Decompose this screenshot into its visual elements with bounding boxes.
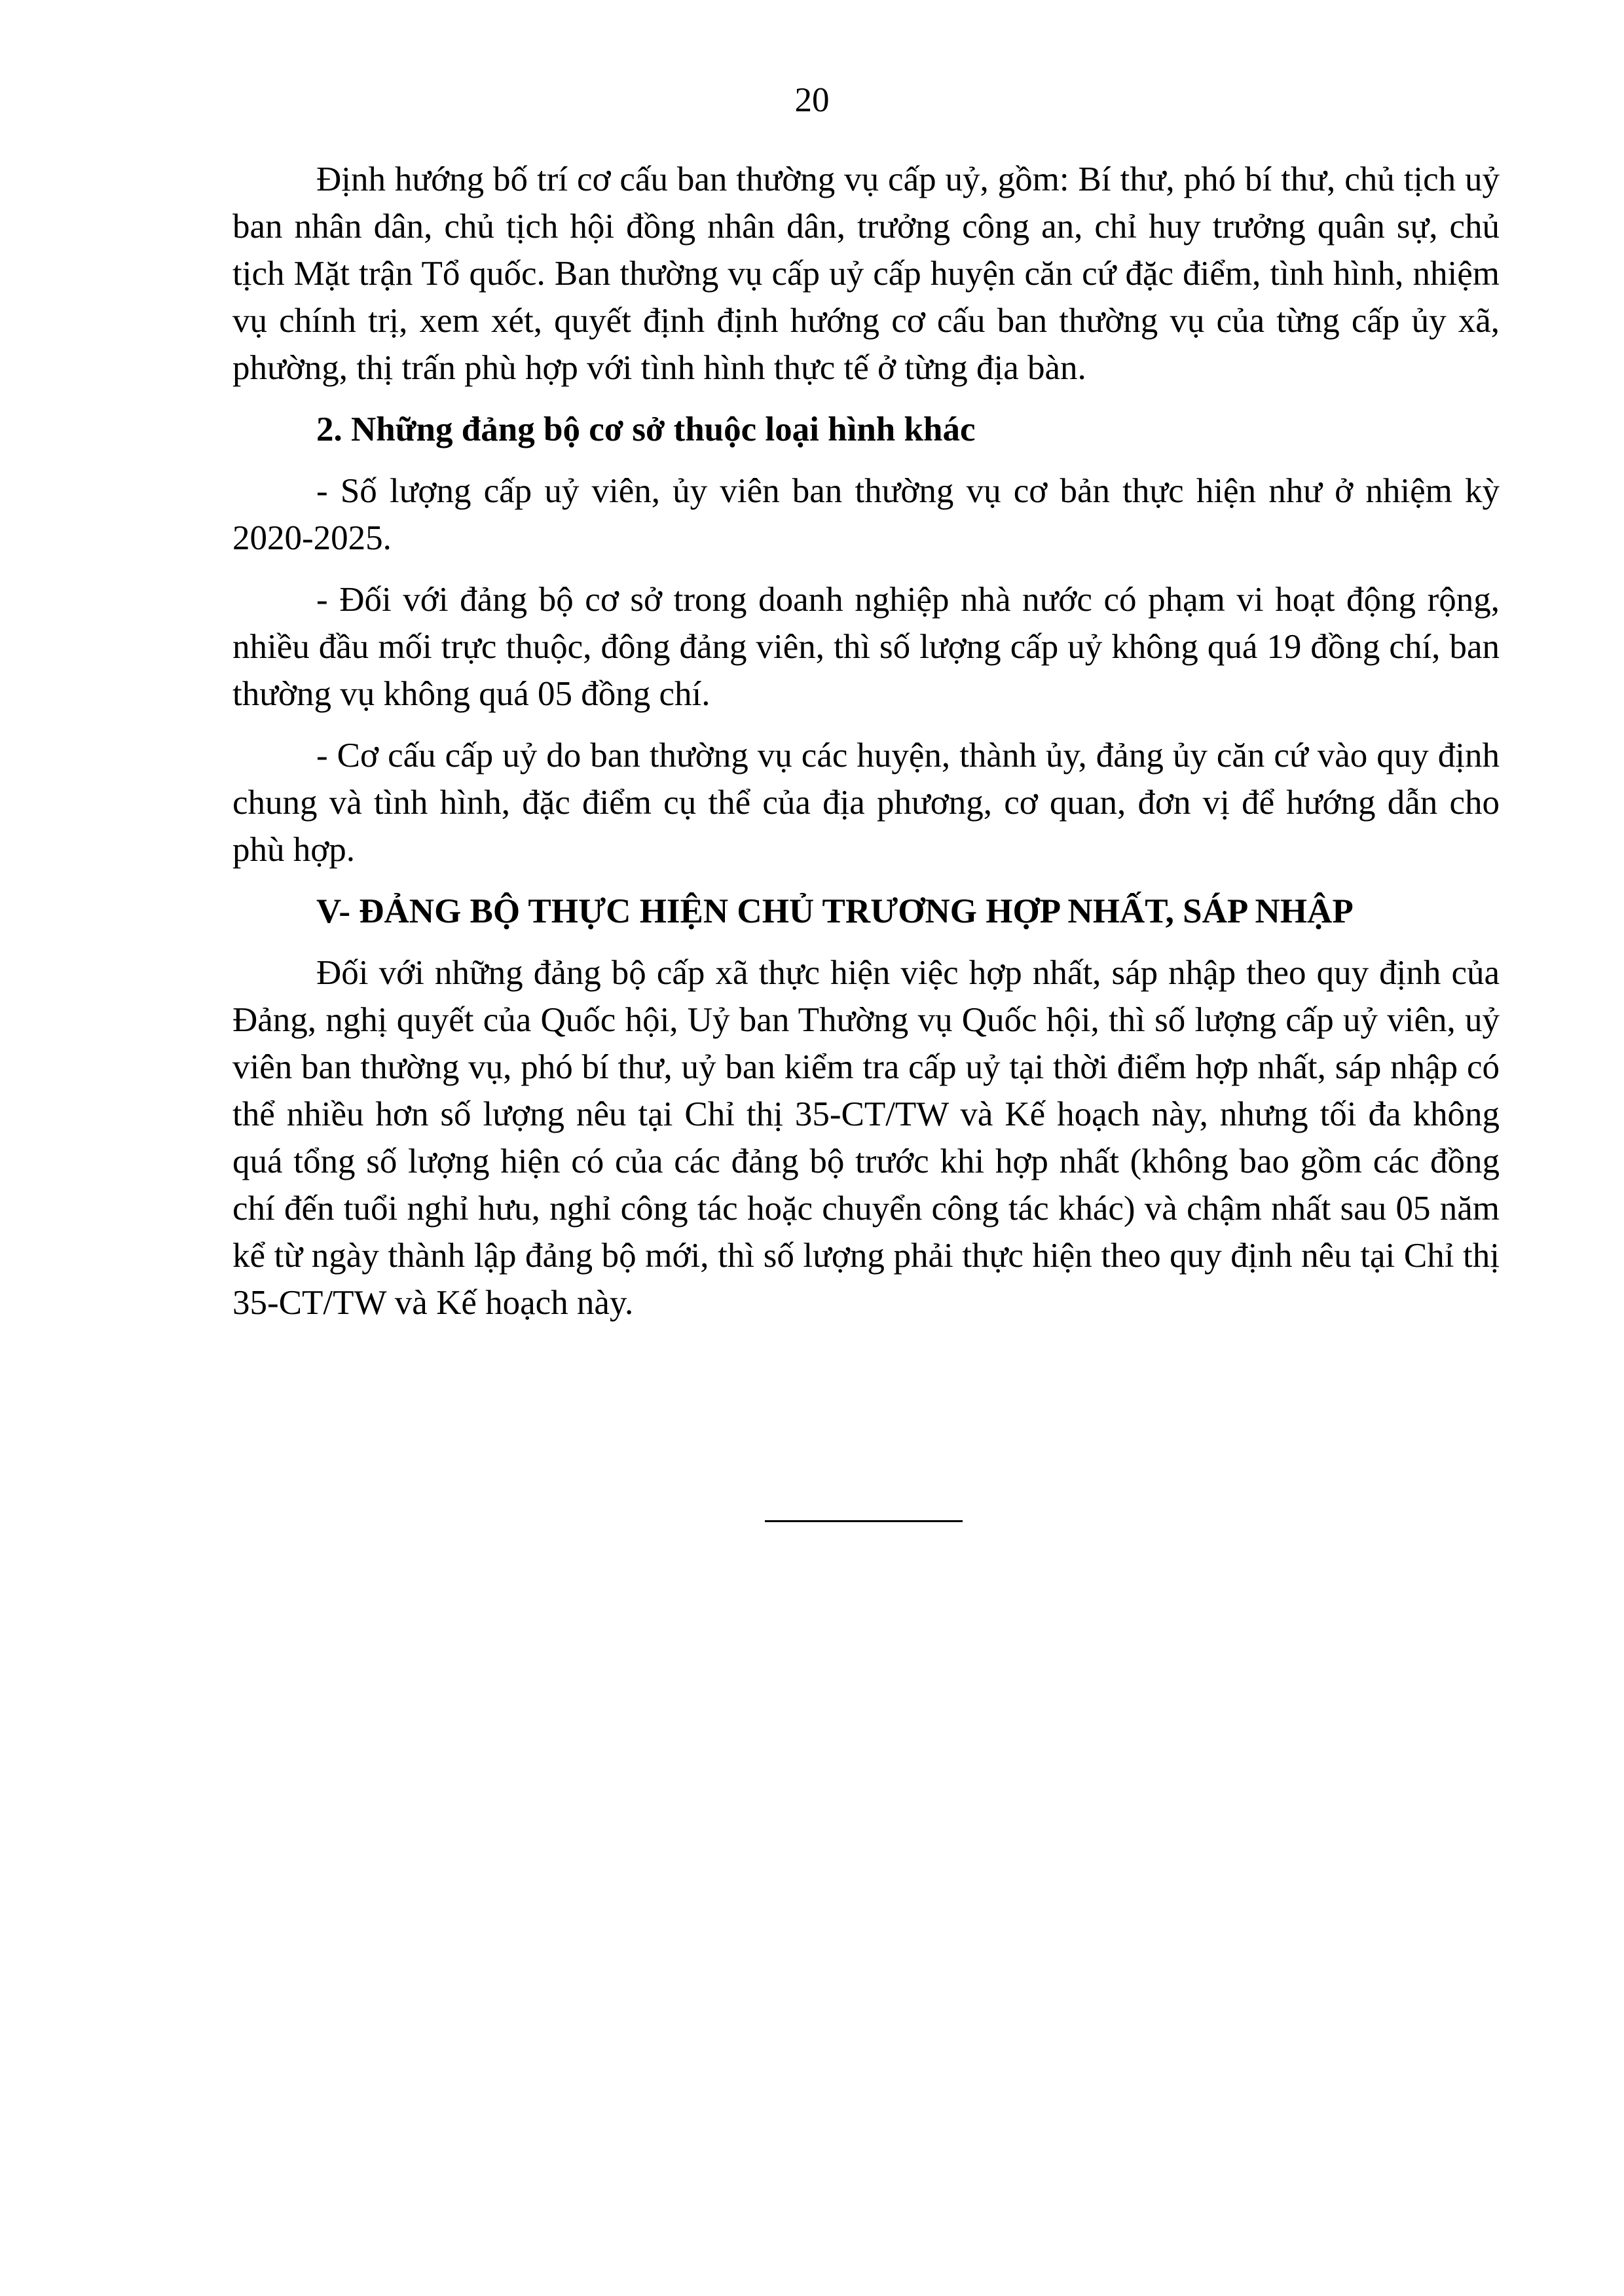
section-heading-merger: V- ĐẢNG BỘ THỰC HIỆN CHỦ TRƯƠNG HỢP NHẤT, SÁP NHẬP [316, 892, 1354, 930]
paragraph-standing-committee-structure: Định hướng bố trí cơ cấu ban thường vụ cấp uỷ, gồm: Bí thư, phó bí thư, chủ tịch uỷ ban nhân dân, chủ tịch hội đồng nhân dân, trưởng công an, chỉ huy trưởng quân sự, chủ tịch Mặt trận Tổ quốc. Ban thường vụ cấp uỷ cấp huyện căn cứ đặc điểm, tình hình, nhiệm vụ chính trị, xem xét, quyết định định hướng cơ cấu ban thường vụ của từng cấp ủy xã, phường, thị trấn phù hợp với tình hình thực tế ở từng địa bàn. [232, 160, 1500, 387]
end-divider-line [765, 1520, 963, 1522]
paragraph-state-enterprise: - Đối với đảng bộ cơ sở trong doanh nghiệp nhà nước có phạm vi hoạt động rộng, nhiều đầu mối trực thuộc, đông đảng viên, thì số lượng cấp uỷ không quá 19 đồng chí, ban thường vụ không quá 05 đồng chí. [232, 581, 1500, 713]
section-heading-other-party-committees: 2. Những đảng bộ cơ sở thuộc loại hình khác [316, 410, 976, 448]
paragraph-merger-rules: Đối với những đảng bộ cấp xã thực hiện việc hợp nhất, sáp nhập theo quy định của Đảng, nghị quyết của Quốc hội, Uỷ ban Thường vụ Quốc hội, thì số lượng cấp uỷ viên, uỷ viên ban thường vụ, phó bí thư, uỷ ban kiểm tra cấp uỷ tại thời điểm hợp nhất, sáp nhập có thể nhiều hơn số lượng nêu tại Chỉ thị 35-CT/TW và Kế hoạch này, nhưng tối đa không quá tổng số lượng hiện có của các đảng bộ trước khi hợp nhất (không bao gồm các đồng chí đến tuổi nghỉ hưu, nghỉ công tác hoặc chuyển công tác khác) và chậm nhất sau 05 năm kể từ ngày thành lập đảng bộ mới, thì số lượng phải thực hiện theo quy định nêu tại Chỉ thị 35-CT/TW và Kế hoạch này. [232, 954, 1500, 1322]
page-content [232, 156, 1500, 1341]
page-number: 20 [794, 81, 830, 119]
paragraph-member-count: - Số lượng cấp uỷ viên, ủy viên ban thường vụ cơ bản thực hiện như ở nhiệm kỳ 2020-2025. [232, 472, 1500, 557]
paragraph-committee-structure-guidance: - Cơ cấu cấp uỷ do ban thường vụ các huyện, thành ủy, đảng ủy căn cứ vào quy định chung và tình hình, đặc điểm cụ thể của địa phương, cơ quan, đơn vị để hướng dẫn cho phù hợp. [232, 737, 1500, 869]
